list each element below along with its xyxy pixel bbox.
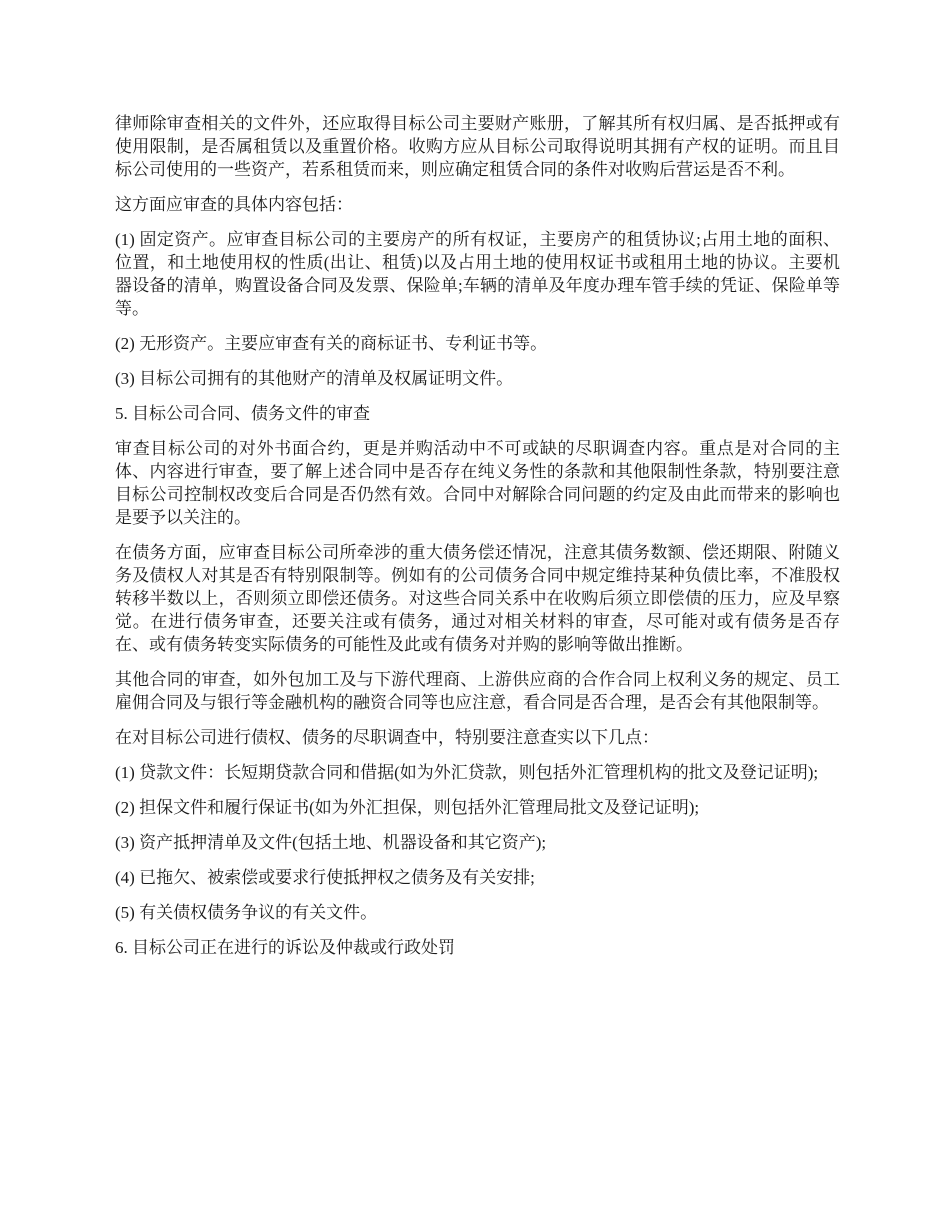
paragraph-review-scope: 这方面应审查的具体内容包括： (115, 195, 353, 214)
list-item-loan-documents: (1) 贷款文件：长短期贷款合同和借据(如为外汇贷款，则包括外汇管理机构的批文及登记证明); (115, 763, 819, 782)
list-item-debt-disputes: (5) 有关债权债务争议的有关文件。 (115, 903, 378, 922)
list-item-overdue-debts: (4) 已拖欠、被索偿或要求行使抵押权之债务及有关安排; (115, 868, 535, 887)
paragraph-other-contracts: 其他合同的审查，如外包加工及与下游代理商、上游供应商的合作合同上权利义务的规定、员工雇佣合同及与银行等金融机构的融资合同等也应注意，看合同是否合理，是否会有其他限制等。 (115, 670, 840, 712)
list-item-fixed-assets: (1) 固定资产。应审查目标公司的主要房产的所有权证，主要房产的租赁协议;占用土地的面积、位置，和土地使用权的性质(出让、租赁)以及占用土地的使用权证书或租用土地的协议。主要机器设备的清单，购置设备合同及发票、保险单;车辆的清单及年度办理车管手续的凭证、保险单等等。 (115, 230, 840, 318)
list-item-guarantee-documents: (2) 担保文件和履行保证书(如为外汇担保，则包括外汇管理局批文及登记证明); (115, 798, 700, 817)
paragraph-contract-review: 审查目标公司的对外书面合约，更是并购活动中不可或缺的尽职调查内容。重点是对合同的主体、内容进行审查，要了解上述合同中是否存在纯义务性的条款和其他限制性条款，特别要注意目标公司控制权改变后合同是否仍然有效。合同中对解除合同问题的约定及由此而带来的影响也是要予以关注的。 (115, 439, 840, 527)
list-item-other-property: (3) 目标公司拥有的其他财产的清单及权属证明文件。 (115, 369, 514, 388)
list-item-intangible-assets: (2) 无形资产。主要应审查有关的商标证书、专利证书等。 (115, 334, 548, 353)
paragraph-debt-review: 在债务方面，应审查目标公司所牵涉的重大债务偿还情况，注意其债务数额、偿还期限、附随义务及债权人对其是否有特别限制等。例如有的公司债务合同中规定维持某种负债比率，不准股权转移半数以上，否则须立即偿还债务。对这些合同关系中在收购后须立即偿债的压力，应及早察觉。在进行债务审查，还要关注或有债务，通过对相关材料的审查，尽可能对或有债务是否存在、或有债务转变实际债务的可能性及此或有债务对并购的影响等做出推断。 (115, 543, 840, 654)
paragraph-intro: 律师除审查相关的文件外，还应取得目标公司主要财产账册，了解其所有权归属、是否抵押或有使用限制，是否属租赁以及重置价格。收购方应从目标公司取得说明其拥有产权的证明。而且目标公司使用的一些资产，若系租赁而来，则应确定租赁合同的条件对收购后营运是否不利。 (115, 114, 840, 179)
list-item-asset-mortgage: (3) 资产抵押清单及文件(包括土地、机器设备和其它资产); (115, 833, 547, 852)
section-heading-6: 6. 目标公司正在进行的诉讼及仲裁或行政处罚 (115, 938, 455, 957)
section-heading-5: 5. 目标公司合同、债务文件的审查 (115, 404, 370, 423)
document-body (115, 112, 840, 971)
paragraph-debt-checklist-intro: 在对目标公司进行债权、债务的尽职调查中，特别要注意查实以下几点： (115, 728, 659, 747)
